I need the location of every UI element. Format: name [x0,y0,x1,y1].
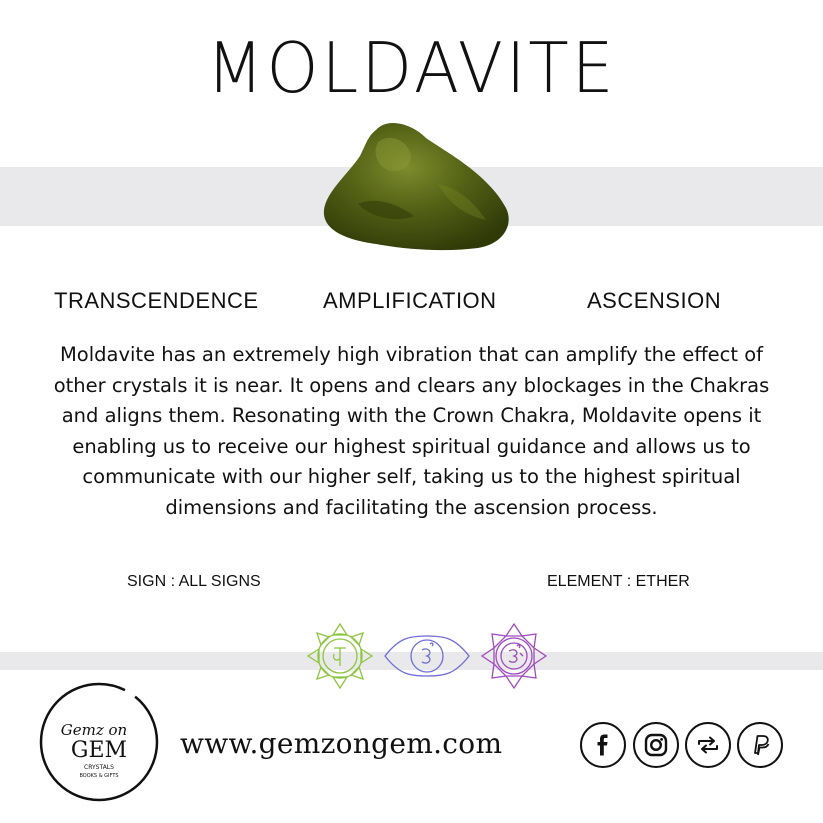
crown-chakra-icon [482,624,546,688]
facebook-icon [590,732,616,758]
paypal-icon [747,732,773,758]
instagram-button[interactable] [633,722,679,768]
element-label: ELEMENT : ETHER [547,573,690,590]
gemzongem-logo [38,681,160,803]
keyword-transcendence: TRANSCENDENCE [54,288,259,313]
description-text: Moldavite has an extremely high vibration that can amplify the effect of other crystals it is near. It opens and clears any blockages in the Chakras and aligns them. Resonating with the Crown Chakra, Moldavite opens it enabling us to receive our highest spiritual guidance and allows us to communicate with our higher self, taking us to the highest spiritual dimensions and facilitating the ascension process. [53,343,770,519]
page-title: MOLDAVITE [206,28,617,109]
keyword-amplification: AMPLIFICATION [323,288,497,313]
chakra-icons [300,622,550,690]
logo-name-text: GEM [70,738,128,763]
paypal-button[interactable] [737,722,783,768]
website-url[interactable]: www.gemzongem.com [180,727,503,760]
heart-chakra-icon [308,624,372,688]
repost-button[interactable] [685,722,731,768]
repost-icon [695,732,721,758]
third-eye-chakra-icon [385,636,469,676]
keywords-row [0,288,823,318]
logo-line2-text: BOOKS & GIFTS [79,773,119,779]
moldavite-stone-image [318,112,518,254]
sign-label: SIGN : ALL SIGNS [127,573,261,590]
keyword-ascension: ASCENSION [587,288,722,313]
facebook-button[interactable] [580,722,626,768]
logo-script-text: Gemz on [60,721,128,739]
logo-line1-text: CRYSTALS [84,764,114,771]
instagram-icon [643,732,669,758]
